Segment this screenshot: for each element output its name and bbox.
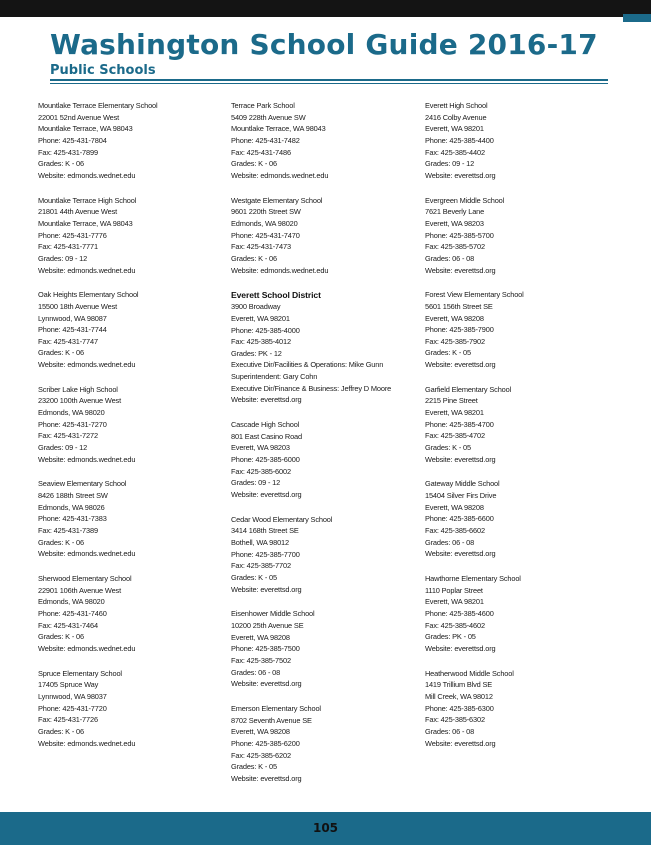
grades-line: Grades: K - 05 (425, 443, 471, 453)
phone-line: Phone: 425-431-7720 (38, 703, 107, 713)
fax-line: Fax: 425-431-7272 (38, 431, 98, 441)
entry-line: Everett, WA 98208 (425, 502, 484, 512)
entry-line: 5409 228th Avenue SW (231, 112, 306, 122)
grades-line: Grades: K - 06 (38, 537, 84, 547)
entry-line: Everett, WA 98208 (231, 727, 290, 737)
phone-line: Phone: 425-431-7383 (38, 514, 107, 524)
entry-line: Edmonds, WA 98026 (38, 502, 105, 512)
website-line: Website: everettsd.org (425, 549, 496, 559)
school-entry (425, 478, 610, 560)
phone-line: Phone: 425-431-7470 (231, 230, 300, 240)
entry-line: Edmonds, WA 98020 (38, 408, 105, 418)
grades-line: Grades: K - 06 (231, 159, 277, 169)
school-name: Forest View Elementary School (425, 290, 524, 300)
website-line: Website: edmonds.wednet.edu (38, 643, 136, 653)
fax-line: Fax: 425-385-4012 (231, 337, 291, 347)
entry-line: 2215 Pine Street (425, 396, 478, 406)
entry-line: Everett, WA 98203 (231, 443, 290, 453)
entry-line: 21801 44th Avenue West (38, 207, 118, 217)
grades-line: Grades: PK - 05 (425, 632, 476, 642)
grades-line: Grades: 09 - 12 (425, 159, 475, 169)
entry-line: 3414 168th Street SE (231, 526, 299, 536)
entry-line: 15500 18th Avenue West (38, 301, 118, 311)
school-name: Cascade High School (231, 420, 300, 430)
grades-line: Grades: 06 - 08 (425, 537, 475, 547)
entry-line: Edmonds, WA 98020 (38, 597, 105, 607)
school-name: Heatherwood Middle School (425, 668, 514, 678)
website-line: Website: everettsd.org (425, 170, 496, 180)
website-line: Website: everettsd.org (231, 773, 302, 783)
phone-line: Phone: 425-385-6000 (231, 455, 300, 465)
school-entry (231, 195, 416, 277)
website-line: Website: everettsd.org (231, 584, 302, 594)
grades-line: Grades: K - 06 (38, 159, 84, 169)
entry-line: Lynnwood, WA 98037 (38, 691, 107, 701)
website-line: Website: everettsd.org (231, 490, 302, 500)
school-name: Seaview Elementary School (38, 479, 127, 489)
grades-line: Grades: 09 - 12 (38, 253, 88, 263)
entry-line: 7621 Beverly Lane (425, 207, 485, 217)
school-name: Terrace Park School (231, 101, 295, 110)
website-line: Website: edmonds.wednet.edu (38, 265, 136, 275)
section-subtitle: Public Schools (50, 63, 156, 78)
district-entry (231, 289, 416, 406)
school-name: Evergreen Middle School (425, 195, 505, 205)
fax-line: Fax: 425-385-6602 (425, 526, 485, 535)
school-entry (38, 384, 223, 466)
phone-line: Phone: 425-431-7482 (231, 135, 300, 145)
entry-line: 22001 52nd Avenue West (38, 112, 120, 122)
grades-line: Grades: K - 05 (425, 348, 471, 358)
website-line: Website: edmonds.wednet.edu (231, 170, 329, 180)
phone-line: Phone: 425-385-6300 (425, 703, 494, 713)
school-name: Mountlake Terrace Elementary School (38, 101, 158, 110)
entry-line: Everett, WA 98201 (231, 313, 290, 323)
website-line: Website: edmonds.wednet.edu (38, 454, 136, 464)
page-title: Washington School Guide 2016-17 (50, 28, 598, 61)
entry-line: Bothell, WA 98012 (231, 538, 289, 547)
school-entry (231, 419, 416, 501)
entry-line: Edmonds, WA 98020 (231, 218, 298, 228)
entry-line: 801 East Casino Road (231, 431, 302, 441)
website-line: Website: edmonds.wednet.edu (38, 549, 136, 559)
school-entry (231, 100, 416, 182)
school-entry (38, 289, 223, 371)
school-name: Oak Heights Elementary School (38, 290, 139, 300)
grades-line: Grades: K - 05 (231, 572, 277, 582)
school-entry (231, 703, 416, 785)
school-entry (38, 195, 223, 277)
school-entry (425, 195, 610, 277)
entry-line: Mill Creek, WA 98012 (425, 691, 493, 701)
school-entry (231, 608, 416, 690)
grades-line: Grades: 09 - 12 (231, 478, 281, 488)
school-entry (425, 384, 610, 466)
district-heading: Everett School District (231, 290, 321, 301)
website-line: Website: everettsd.org (231, 679, 302, 689)
phone-line: Phone: 425-385-6600 (425, 514, 494, 524)
phone-line: Phone: 425-385-5700 (425, 230, 494, 240)
phone-line: Phone: 425-385-7500 (231, 644, 300, 654)
phone-line: Phone: 425-385-4700 (425, 419, 494, 429)
entry-line: Superintendent: Gary Cohn (231, 372, 318, 382)
school-name: Gateway Middle School (425, 479, 500, 489)
grades-line: Grades: 09 - 12 (38, 443, 88, 453)
fax-line: Fax: 425-385-4602 (425, 620, 485, 630)
entry-line: 23200 100th Avenue West (38, 396, 121, 406)
website-line: Website: everettsd.org (425, 454, 496, 464)
school-name: Sherwood Elementary School (38, 573, 132, 583)
entry-line: 17405 Spruce Way (38, 680, 99, 690)
entry-line: Everett, WA 98208 (425, 313, 484, 323)
school-name: Garfield Elementary School (425, 384, 512, 394)
fax-line: Fax: 425-431-7464 (38, 620, 98, 630)
grades-line: Grades: 06 - 08 (231, 667, 281, 677)
grades-line: Grades: PK - 12 (231, 348, 282, 358)
entry-line: Mountlake Terrace, WA 98043 (231, 124, 326, 134)
fax-line: Fax: 425-431-7771 (38, 242, 98, 252)
grades-line: Grades: K - 06 (38, 726, 84, 736)
fax-line: Fax: 425-431-7726 (38, 715, 98, 725)
directory-column-1 (38, 100, 223, 762)
top-bar (0, 0, 651, 17)
fax-line: Fax: 425-385-4702 (425, 431, 485, 441)
fax-line: Fax: 425-385-6202 (231, 750, 291, 760)
grades-line: Grades: 06 - 08 (425, 726, 475, 736)
school-name: Scriber Lake High School (38, 384, 118, 394)
school-entry (38, 573, 223, 655)
fax-line: Fax: 425-431-7899 (38, 147, 98, 157)
school-entry (38, 478, 223, 560)
school-entry (425, 100, 610, 182)
school-entry (425, 573, 610, 655)
school-name: Spruce Elementary School (38, 668, 122, 678)
entry-line: Everett, WA 98201 (425, 408, 484, 418)
top-tab-accent (623, 14, 651, 22)
school-name: Hawthorne Elementary School (425, 573, 521, 583)
entry-line: Everett, WA 98208 (231, 632, 290, 642)
entry-line: 1419 Trillium Blvd SE (425, 680, 493, 690)
grades-line: Grades: K - 06 (231, 253, 277, 263)
entry-line: 5601 156th Street SE (425, 301, 493, 311)
school-entry (231, 514, 416, 596)
website-line: Website: edmonds.wednet.edu (38, 360, 136, 370)
phone-line: Phone: 425-431-7804 (38, 135, 107, 145)
website-line: Website: edmonds.wednet.edu (38, 170, 136, 180)
phone-line: Phone: 425-431-7460 (38, 608, 107, 618)
phone-line: Phone: 425-431-7270 (38, 419, 107, 429)
entry-line: Lynnwood, WA 98087 (38, 313, 107, 323)
school-entry (38, 100, 223, 182)
entry-line: Everett, WA 98201 (425, 124, 484, 134)
entry-line: 15404 Silver Firs Drive (425, 491, 497, 501)
fax-line: Fax: 425-385-6002 (231, 466, 291, 476)
phone-line: Phone: 425-385-7900 (425, 325, 494, 335)
fax-line: Fax: 425-431-7486 (231, 147, 291, 157)
school-name: Everett High School (425, 101, 488, 110)
phone-line: Phone: 425-385-6200 (231, 738, 300, 748)
grades-line: Grades: 06 - 08 (425, 253, 475, 263)
header-rule-thin (50, 83, 608, 84)
entry-line: 1110 Poplar Street (425, 585, 483, 595)
website-line: Website: everettsd.org (425, 643, 496, 653)
directory-column-2 (231, 100, 416, 797)
school-name: Emerson Elementary School (231, 703, 321, 713)
phone-line: Phone: 425-385-4400 (425, 135, 494, 145)
entry-line: 22901 106th Avenue West (38, 585, 121, 595)
grades-line: Grades: K - 05 (231, 762, 277, 772)
header-rule-thick (50, 79, 608, 81)
website-line: Website: everettsd.org (425, 360, 496, 370)
fax-line: Fax: 425-385-6302 (425, 715, 485, 725)
phone-line: Phone: 425-385-4600 (425, 608, 494, 618)
website-line: Website: edmonds.wednet.edu (231, 265, 329, 275)
entry-line: 8426 188th Street SW (38, 491, 108, 501)
entry-line: 10200 25th Avenue SE (231, 620, 304, 630)
entry-line: 8702 Seventh Avenue SE (231, 715, 312, 725)
phone-line: Phone: 425-385-7700 (231, 549, 300, 559)
entry-line: Mountlake Terrace, WA 98043 (38, 124, 133, 134)
phone-line: Phone: 425-385-4000 (231, 325, 300, 335)
school-entry (425, 668, 610, 750)
phone-line: Phone: 425-431-7744 (38, 325, 107, 335)
school-name: Eisenhower Middle School (231, 609, 315, 619)
fax-line: Fax: 425-431-7389 (38, 526, 98, 535)
fax-line: Fax: 425-385-4402 (425, 147, 485, 157)
entry-line: 2416 Colby Avenue (425, 112, 487, 122)
entry-line: Executive Dir/Facilities & Operations: Mike Gunn (231, 360, 384, 370)
fax-line: Fax: 425-431-7747 (38, 336, 98, 346)
grades-line: Grades: K - 06 (38, 632, 84, 642)
entry-line: Everett, WA 98201 (425, 597, 484, 607)
fax-line: Fax: 425-385-7902 (425, 336, 485, 346)
fax-line: Fax: 425-385-5702 (425, 242, 485, 252)
entry-line: Mountlake Terrace, WA 98043 (38, 218, 133, 228)
page-number: 105 (312, 821, 339, 835)
directory-column-3 (425, 100, 610, 762)
phone-line: Phone: 425-431-7776 (38, 230, 107, 240)
fax-line: Fax: 425-385-7702 (231, 561, 291, 571)
entry-line: 3900 Broadway (231, 302, 281, 312)
website-line: Website: everettsd.org (425, 738, 496, 748)
fax-line: Fax: 425-431-7473 (231, 242, 291, 252)
entry-line: Executive Dir/Finance & Business: Jeffrey D Moore (231, 383, 392, 393)
entry-line: Everett, WA 98203 (425, 218, 484, 228)
website-line: Website: everettsd.org (425, 265, 496, 275)
school-name: Cedar Wood Elementary School (231, 514, 333, 524)
website-line: Website: everettsd.org (231, 395, 302, 405)
school-entry (38, 668, 223, 750)
school-entry (425, 289, 610, 371)
school-name: Westgate Elementary School (231, 195, 323, 205)
entry-line: 9601 220th Street SW (231, 207, 301, 217)
fax-line: Fax: 425-385-7502 (231, 655, 291, 665)
website-line: Website: edmonds.wednet.edu (38, 738, 136, 748)
school-name: Mountlake Terrace High School (38, 195, 137, 205)
grades-line: Grades: K - 06 (38, 348, 84, 358)
